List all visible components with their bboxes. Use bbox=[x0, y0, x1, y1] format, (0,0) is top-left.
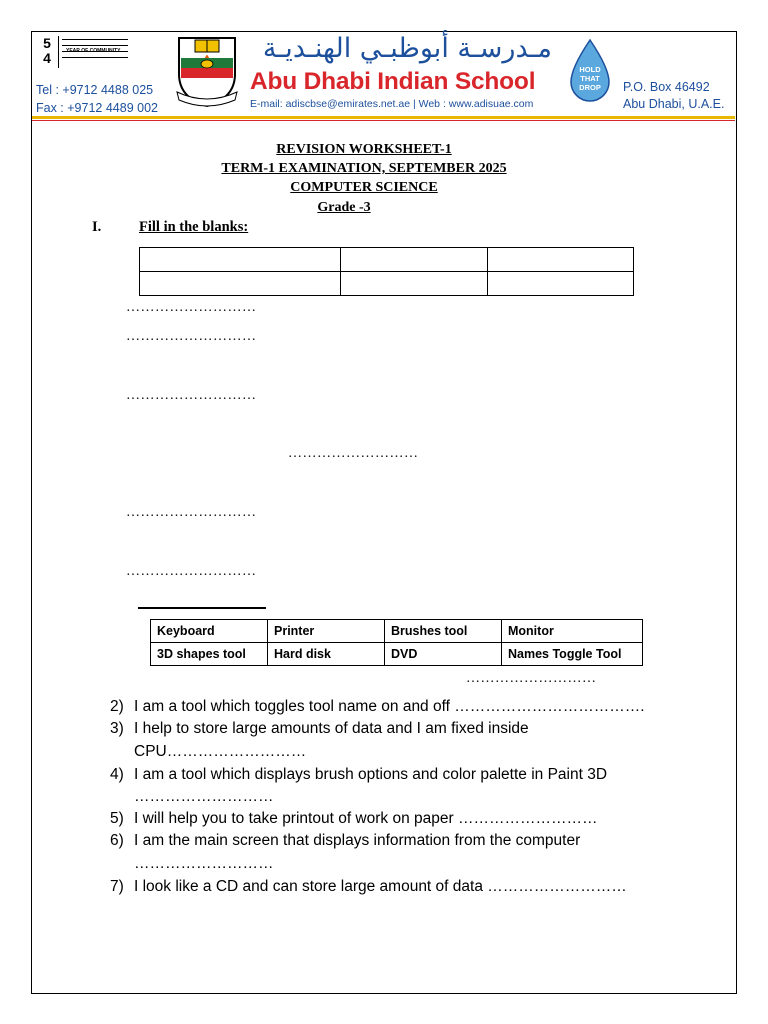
question-2 bbox=[110, 698, 645, 716]
question-3 bbox=[110, 720, 529, 738]
table-cell bbox=[488, 248, 634, 272]
table-cell bbox=[488, 272, 634, 296]
school-crest-icon bbox=[175, 34, 239, 110]
question-number: 2) bbox=[110, 698, 124, 715]
word-cell: 3D shapes tool bbox=[151, 643, 268, 666]
year-label: YEAR OF COMMUNITY bbox=[66, 48, 121, 54]
blank-line: ……………………… bbox=[126, 329, 257, 344]
question-4 bbox=[110, 766, 607, 784]
blank-line: ……………………… bbox=[126, 564, 257, 579]
table-cell bbox=[341, 272, 488, 296]
word-bank-table bbox=[150, 619, 643, 666]
question-number: 3) bbox=[110, 720, 124, 737]
school-name-arabic: مـدرسـة أبوظبـي الهنـديـة bbox=[262, 33, 552, 64]
blank-line: ……………………… bbox=[126, 505, 257, 520]
question-text: I will help you to take printout of work on paper ……………………… bbox=[134, 810, 598, 827]
word-cell: Names Toggle Tool bbox=[502, 643, 643, 666]
section-number: I. bbox=[92, 219, 102, 235]
subject-title: COMPUTER SCIENCE bbox=[290, 180, 438, 195]
question-4-continuation: ……………………… bbox=[134, 788, 274, 805]
drop-text-1: HOLD bbox=[579, 65, 601, 74]
question-7 bbox=[110, 878, 627, 896]
word-cell: Brushes tool bbox=[385, 620, 502, 643]
question-number: 5) bbox=[110, 810, 124, 827]
question-6 bbox=[110, 832, 580, 850]
question-text: I am a tool which toggles tool name on and off ………………………………. bbox=[134, 698, 645, 715]
city: Abu Dhabi, U.A.E. bbox=[623, 97, 725, 111]
table-cell bbox=[140, 248, 341, 272]
question-6-continuation: ……………………… bbox=[134, 855, 274, 872]
table-row bbox=[140, 248, 634, 272]
table-row bbox=[151, 643, 643, 666]
question-5 bbox=[110, 810, 597, 828]
question-text: I am a tool which displays brush options and color palette in Paint 3D bbox=[134, 766, 608, 783]
table-row bbox=[140, 272, 634, 296]
blank-line: ……………………… bbox=[288, 446, 419, 461]
drop-text-3: DROP bbox=[579, 83, 601, 92]
question-text: I look like a CD and can store large amount of data ……………………… bbox=[134, 878, 627, 895]
blank-line: ……………………… bbox=[466, 671, 597, 686]
question-3-continuation: CPU……………………… bbox=[134, 743, 307, 760]
grade-title: Grade -3 bbox=[317, 200, 371, 215]
school-name: Abu Dhabi Indian School bbox=[250, 68, 536, 95]
word-cell: Keyboard bbox=[151, 620, 268, 643]
worksheet-title: REVISION WORKSHEET-1 bbox=[276, 142, 452, 157]
word-cell: Hard disk bbox=[268, 643, 385, 666]
blank-line: ……………………… bbox=[126, 300, 257, 315]
word-cell: Printer bbox=[268, 620, 385, 643]
table-row bbox=[151, 620, 643, 643]
question-text: I am the main screen that displays information from the computer bbox=[134, 832, 581, 849]
question-text: I help to store large amounts of data and I am fixed inside bbox=[134, 720, 529, 737]
tel-number: Tel : +9712 4488 025 bbox=[36, 83, 154, 97]
section-heading: Fill in the blanks: bbox=[139, 219, 249, 235]
table-cell bbox=[140, 272, 341, 296]
blank-line: ……………………… bbox=[126, 388, 257, 403]
year-of-community-logo bbox=[36, 36, 132, 68]
header-divider-yellow bbox=[32, 116, 735, 119]
question-number: 7) bbox=[110, 878, 124, 895]
question-number: 6) bbox=[110, 832, 124, 849]
fax-number: Fax : +9712 4489 002 bbox=[36, 101, 158, 115]
year-digits: 5 4 bbox=[36, 36, 59, 68]
blank-table bbox=[139, 247, 634, 296]
exam-title: TERM-1 EXAMINATION, SEPTEMBER 2025 bbox=[221, 161, 507, 176]
section-underline bbox=[138, 607, 266, 609]
table-cell bbox=[341, 248, 488, 272]
hold-that-drop-logo bbox=[565, 38, 615, 104]
drop-text-2: THAT bbox=[580, 74, 600, 83]
po-box: P.O. Box 46492 bbox=[623, 80, 710, 94]
word-cell: Monitor bbox=[502, 620, 643, 643]
question-number: 4) bbox=[110, 766, 124, 783]
word-cell: DVD bbox=[385, 643, 502, 666]
school-email-web: E-mail: adiscbse@emirates.net.ae | Web : www.adisuae.com bbox=[250, 98, 534, 110]
header-divider-red bbox=[32, 120, 735, 121]
